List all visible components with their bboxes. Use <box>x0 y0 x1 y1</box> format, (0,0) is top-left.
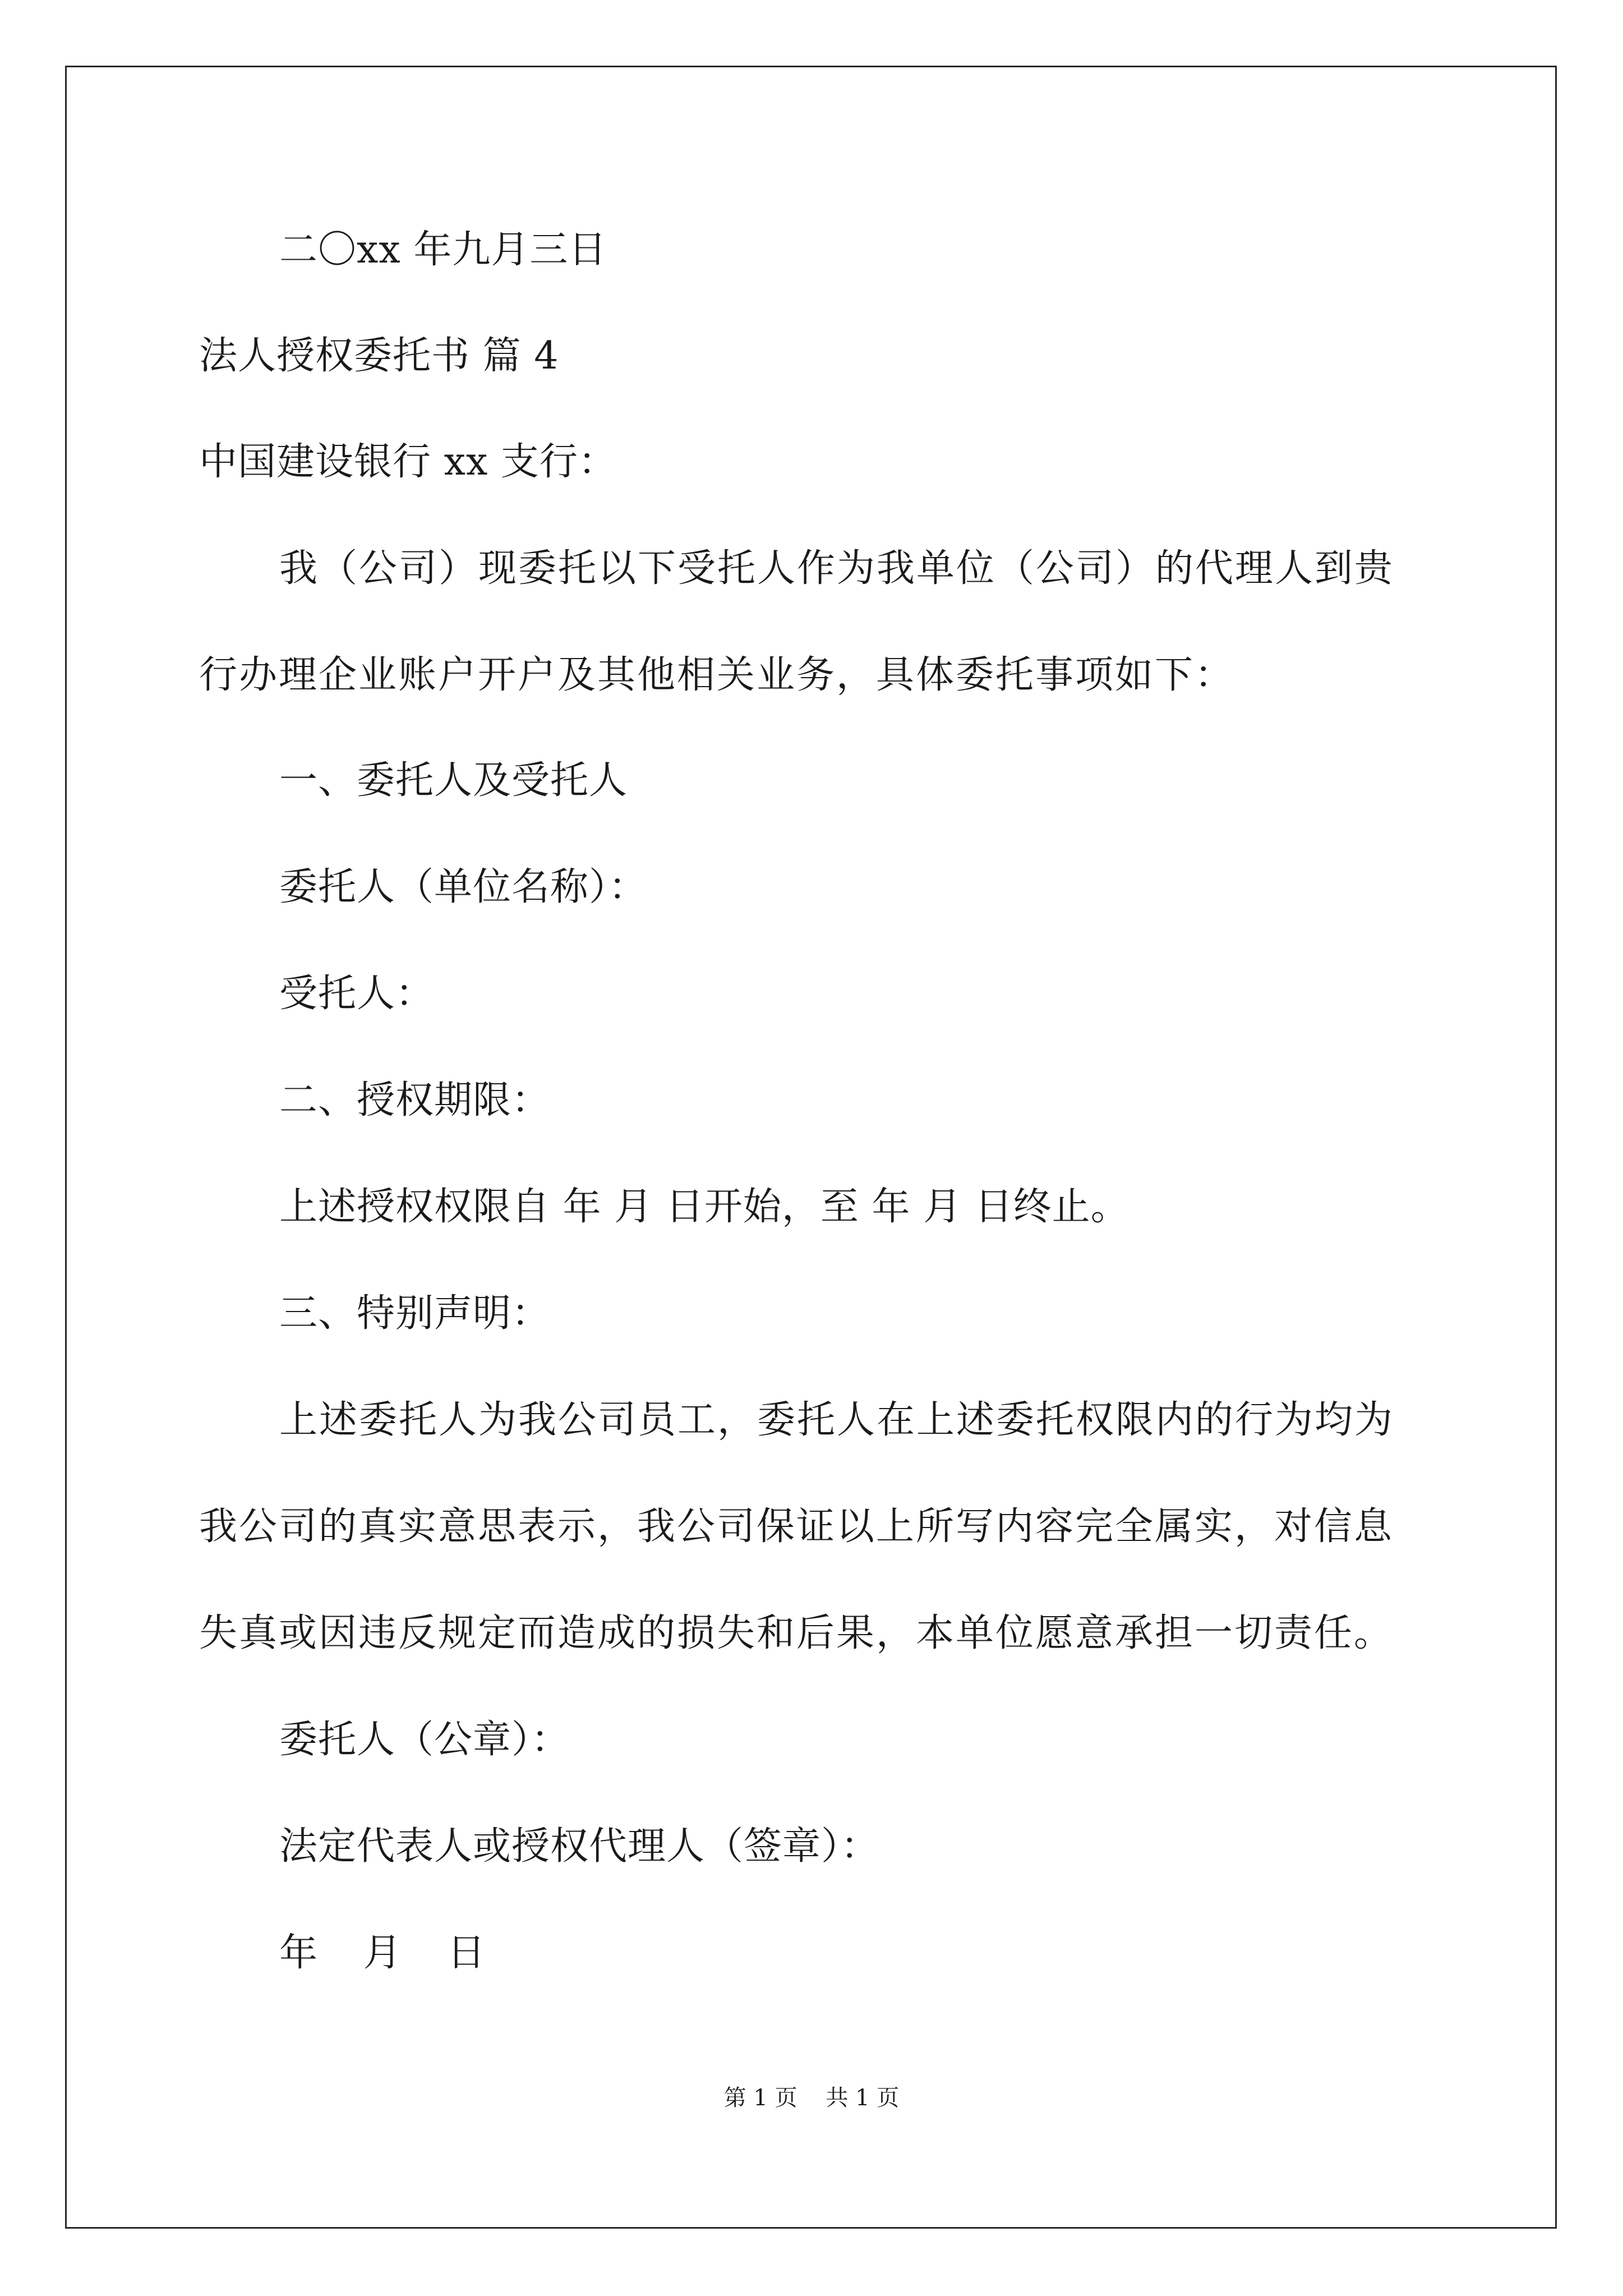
authorization-period: 上述授权权限自 年 月 日开始，至 年 月 日终止。 <box>279 1185 1129 1229</box>
declaration-line: 我公司的真实意思表示，我公司保证以上所写内容完全属实，对信息 <box>199 1504 1394 1549</box>
body-paragraph-line: 行办理企业账户开户及其他相关业务，具体委托事项如下： <box>199 653 1235 697</box>
section-heading: 一、委托人及受托人 <box>279 758 628 803</box>
section-heading: 二、授权期限： <box>279 1078 551 1122</box>
document-title: 法人授权委托书 篇 4 <box>199 334 559 378</box>
seal-field: 委托人（公章）： <box>279 1718 570 1762</box>
principal-field: 委托人（单位名称）： <box>279 865 648 909</box>
date-line: 二〇xx 年九月三日 <box>279 228 607 272</box>
addressee: 中国建设银行 xx 支行： <box>199 440 617 484</box>
agent-field: 受托人： <box>279 972 435 1016</box>
page-border <box>65 66 1557 2229</box>
body-paragraph-line: 我（公司）现委托以下受托人作为我单位（公司）的代理人到贵 <box>279 546 1395 591</box>
declaration-line: 失真或因违反规定而造成的损失和后果，本单位愿意承担一切责任。 <box>199 1611 1394 1655</box>
signing-date: 年 月 日 <box>279 1931 502 1975</box>
declaration-line: 上述委托人为我公司员工，委托人在上述委托权限内的行为均为 <box>279 1398 1395 1442</box>
section-heading: 三、特别声明： <box>279 1291 551 1336</box>
signature-field: 法定代表人或授权代理人（签章）： <box>279 1824 880 1869</box>
page-footer: 第 1 页 共 1 页 <box>723 2085 900 2111</box>
